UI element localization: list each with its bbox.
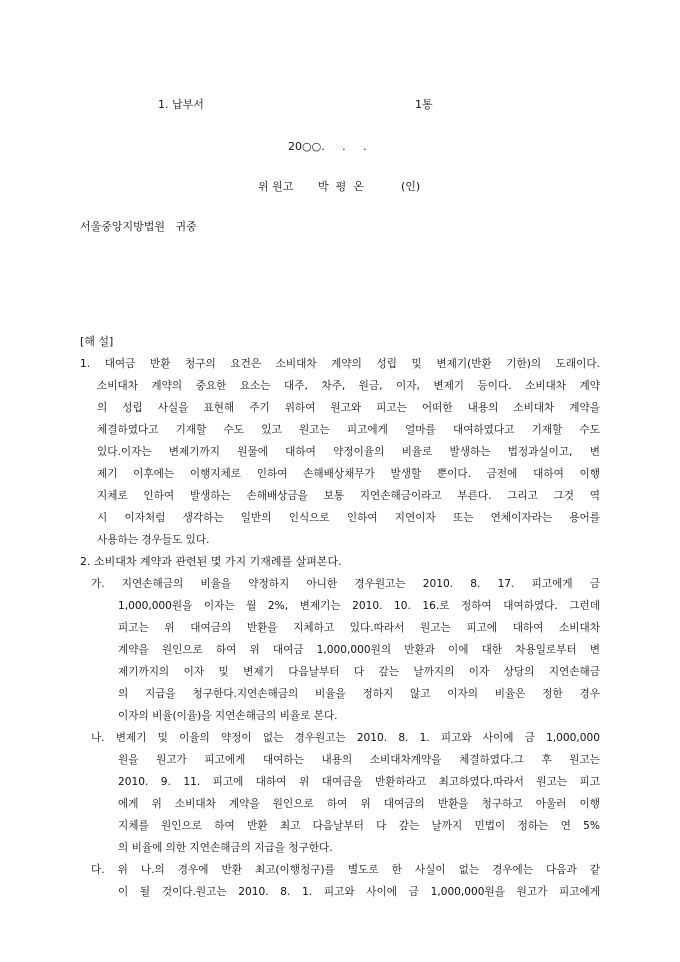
signer-name: 박 평 온 bbox=[318, 180, 364, 193]
document-date: 20○○. . . bbox=[288, 140, 367, 153]
attachment-count: 1통 bbox=[415, 98, 433, 111]
ga-line: 피고는 위 대여금의 반환을 지체하고 있다.따라서 원고는 피고에 대하여 소비대차 bbox=[118, 622, 600, 634]
ga-line: 제기까지의 이자 및 변제기 다음날부터 다 갚는 날까지의 이자 상당의 지연손해금 bbox=[118, 666, 600, 678]
court-addressee: 서울중앙지방법원 귀중 bbox=[80, 220, 197, 233]
na-line: 지체를 원인으로 하여 반환 최고 다음날부터 다 갚는 날까지 민법이 정하는 연 5% bbox=[118, 820, 600, 832]
item1-line: 체결하였다고 기재할 수도 있고 원고는 피고에게 얼마를 대여하였다고 기재할 수도 bbox=[97, 424, 600, 436]
item2-heading: 2. 소비대차 계약과 관련된 몇 가지 기재례를 살펴본다. bbox=[80, 555, 342, 568]
da-line: 이 될 것이다.원고는 2010. 8. 1. 피고와 사이에 금 1,000,000원을 원고가 피고에게 bbox=[118, 886, 600, 898]
ga-line: 1,000,000원을 이자는 월 2%, 변제기는 2010. 10. 16.로 정하여 대여하였다. 그런데 bbox=[118, 600, 600, 612]
na-line: 원을 원고가 피고에게 대여하는 내용의 소비대차계약을 체결하였다.그 후 원고는 bbox=[118, 754, 600, 766]
ga-line: 이자의 비율(이율)을 지연손해금의 비율로 본다. bbox=[118, 710, 338, 722]
na-line: 2010. 9. 11. 피고에 대하여 위 대여금을 반환하라고 최고하였다.따라서 원고는 피고 bbox=[118, 776, 600, 788]
item1-line: 시 이자처럼 생각하는 일반의 인식으로 인하여 지연이자 또는 연체이자라는 용어를 bbox=[97, 512, 600, 524]
item1-line: 소비대차 계약의 중요한 요소는 대주, 차주, 원금, 이자, 변제기 등이다. 소비대차 계약 bbox=[97, 380, 600, 392]
item1-line: 제기 이후에는 이행지체로 인하여 손해배상채무가 발생할 뿐이다. 금전에 대하여 이행 bbox=[97, 468, 600, 480]
item1-line: 지체로 인하여 발생하는 손해배상금을 보통 지연손해금이라고 부른다. 그리고 그것 역 bbox=[97, 490, 600, 502]
item1-line: 있다.이자는 변제기까지 원물에 대하여 약정이율의 비율로 발생하는 법정과실이고, 변 bbox=[97, 446, 600, 458]
signer-role: 위 원고 bbox=[258, 180, 294, 193]
item1-line: 1. 대여금 반환 청구의 요건은 소비대차 계약의 성립 및 변제기(반환 기한)의 도래이다. bbox=[80, 358, 600, 370]
na-line: 의 비율에 의한 지연손해금의 지급을 청구한다. bbox=[118, 842, 333, 854]
commentary-heading: [해 설] bbox=[80, 335, 114, 348]
attachment-label: 1. 납부서 bbox=[158, 98, 204, 111]
na-line: 에게 위 소비대차 계약을 원인으로 하여 위 대여금의 반환을 청구하고 아울러 이행 bbox=[118, 798, 600, 810]
ga-line: 의 지급을 청구한다.지연손해금의 비율을 정하지 않고 이자의 비율은 정한 경우 bbox=[118, 688, 600, 700]
item1-line: 사용하는 경우들도 있다. bbox=[97, 534, 210, 546]
na-line: 나. 변제기 및 이율의 약정이 없는 경우원고는 2010. 8. 1. 피고와 사이에 금 1,000,000 bbox=[91, 732, 600, 744]
ga-line: 가. 지연손해금의 비율을 약정하지 아니한 경우원고는 2010. 8. 17. 피고에게 금 bbox=[91, 578, 600, 590]
da-line: 다. 위 나.의 경우에 반환 최고(이행청구)를 별도로 한 사실이 없는 경우에는 다음과 같 bbox=[91, 864, 600, 876]
item1-line: 의 성립 사실을 표현해 주기 위하여 원고와 피고는 어떠한 내용의 소비대차 계약을 bbox=[97, 402, 600, 414]
ga-line: 계약을 원인으로 하여 위 대여금 1,000,000원의 반환과 이에 대한 차용일로부터 변 bbox=[118, 644, 600, 656]
seal-mark: (인) bbox=[401, 180, 421, 193]
